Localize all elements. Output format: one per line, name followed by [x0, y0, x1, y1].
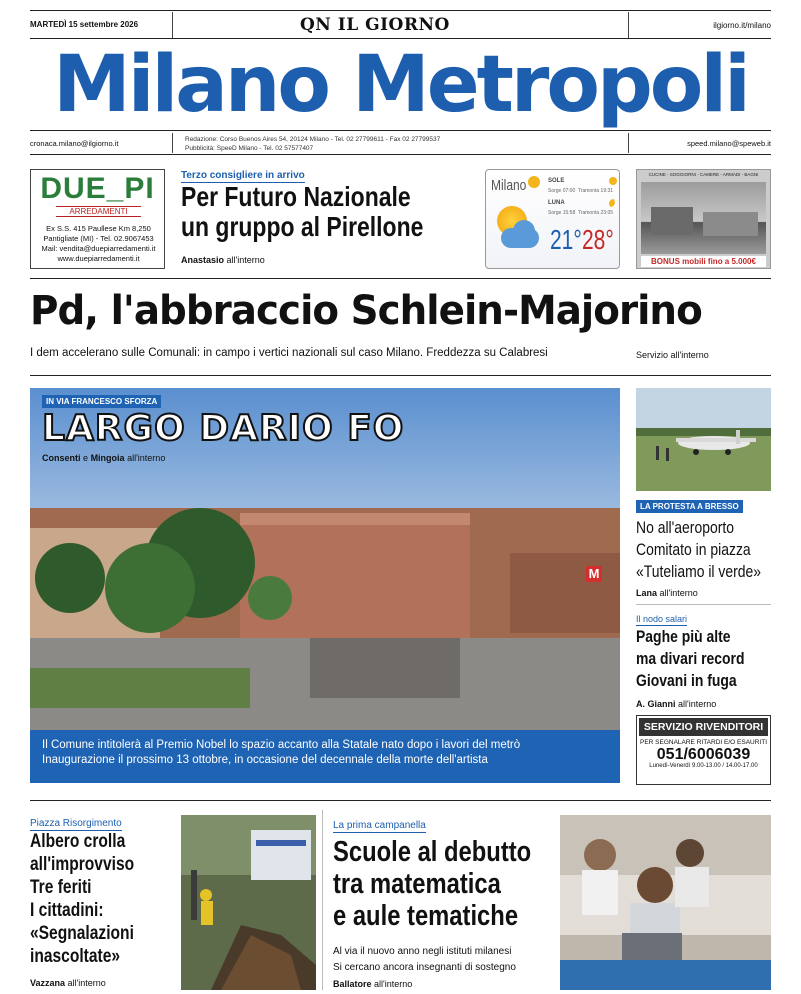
- headline-line: Albero crolla: [30, 831, 126, 852]
- kicker-text: Il nodo salari: [636, 614, 688, 624]
- headline-line: inascoltate»: [30, 946, 121, 967]
- airport-photo[interactable]: [636, 388, 771, 491]
- moon-label: LUNA: [548, 200, 565, 206]
- ad-line: www.duepiarredamenti.it: [57, 254, 140, 263]
- ad-kitchen-promo: BONUS mobili fino a 5.000€: [641, 256, 766, 267]
- feature-title[interactable]: LARGO DARIO FO: [42, 408, 405, 449]
- moon-icon: [609, 199, 618, 208]
- side1-byline: [636, 588, 698, 598]
- classroom-image: [560, 815, 771, 990]
- sun-times: [548, 188, 613, 194]
- sun-cloud-icon: [491, 206, 546, 254]
- byline-rest: all'interno: [659, 588, 698, 598]
- bottom-mid-headline[interactable]: [333, 836, 531, 932]
- section-rule: [30, 375, 771, 376]
- side2-byline: [636, 699, 716, 709]
- divider: [628, 12, 629, 38]
- lead-headline[interactable]: Pd, l'abbraccio Schlein-Majorino: [30, 288, 702, 334]
- feature-label: IN VIA FRANCESCO SFORZA: [42, 395, 161, 408]
- headline-line: ma divari record: [636, 649, 745, 668]
- moon-rise: Sorge 15:58: [548, 210, 576, 216]
- bottom-left-headline[interactable]: [30, 830, 134, 968]
- top-story-headline[interactable]: [181, 182, 423, 242]
- headline-line: Giovani in fuga: [636, 671, 737, 690]
- byline-rest: all'interno: [374, 979, 413, 989]
- info-rule-top: [30, 130, 771, 131]
- pubblicita-line: Pubblicità: SpeeD Milano - Tel. 02 57577407: [185, 145, 314, 152]
- byline-rest: all'interno: [127, 453, 166, 463]
- ad-duepi[interactable]: [30, 169, 165, 269]
- email-speed[interactable]: speed.milano@speweb.it: [687, 139, 771, 148]
- top-rule-bottom: [30, 38, 771, 39]
- sun-label: SOLE: [548, 178, 565, 184]
- headline-line: Per Futuro Nazionale: [181, 181, 411, 212]
- bottom-left-byline: [30, 978, 106, 988]
- byline-name: Anastasio: [181, 255, 225, 265]
- side-rule: [636, 604, 771, 605]
- rivenditori-title: SERVIZIO RIVENDITORI: [639, 718, 768, 736]
- ad-duepi-logo: DUE_PI: [40, 172, 155, 205]
- divider: [172, 12, 173, 38]
- lead-subhead: I dem accelerano sulle Comunali: in campo i vertici nazionali sul caso Milano. Freddezza su Calabresi: [30, 347, 548, 359]
- byline-name: Ballatore: [333, 979, 372, 989]
- site-link[interactable]: ilgiorno.it/milano: [713, 21, 771, 30]
- newspaper-brand[interactable]: QN IL GIORNO: [300, 15, 450, 35]
- rivenditori-box[interactable]: [636, 715, 771, 785]
- subhead-line: Al via il nuovo anno negli istituti milanesi: [333, 946, 512, 957]
- kicker-text: Terzo consigliere in arrivo: [181, 170, 305, 181]
- rivenditori-sub: PER SEGNALARE RITARDI E/O ESAURITI: [639, 739, 768, 746]
- byline-name: Consenti: [42, 453, 81, 463]
- kicker-text: La prima campanella: [333, 820, 426, 831]
- byline-name: Mingoia: [90, 453, 125, 463]
- bottom-mid-byline: [333, 979, 412, 989]
- masthead-title[interactable]: Milano Metropoli: [53, 40, 748, 130]
- byline-name: Lana: [636, 588, 658, 598]
- byline-name: Vazzana: [30, 978, 66, 988]
- side1-label: LA PROTESTA A BRESSO: [636, 500, 743, 513]
- headline-line: Comitato in piazza: [636, 540, 751, 559]
- headline-line: No all'aeroporto: [636, 518, 734, 537]
- headline-line: «Tuteliamo il verde»: [636, 562, 762, 581]
- headline-line: Scuole al debutto: [333, 836, 532, 868]
- ad-duepi-address: [33, 224, 164, 264]
- side2-headline[interactable]: [636, 626, 744, 692]
- weather-widget[interactable]: [485, 169, 620, 269]
- byline-rest: all'interno: [226, 255, 265, 265]
- moon-set: Tramonta 23:05: [577, 210, 614, 216]
- headline-line: tra matematica: [333, 868, 501, 900]
- info-rule-bottom: [30, 154, 771, 155]
- byline-rest: all'interno: [678, 699, 717, 709]
- rivenditori-phone[interactable]: 051/6006039: [656, 746, 751, 763]
- bottom-mid-subhead: [333, 944, 516, 976]
- caption-line: Il Comune intitolerà al Premio Nobel lo spazio accanto alla Statale nato dopo i lavori del metrò: [42, 739, 521, 751]
- byline-rest: all'interno: [67, 978, 106, 988]
- sun-rise: Sorge 07:00: [548, 188, 576, 194]
- rivenditori-hours: Lunedì-Venerdì 9.00-13.00 / 14.00-17.00: [649, 763, 758, 769]
- lead-rule: [30, 278, 771, 279]
- fallen-tree-photo[interactable]: [181, 815, 316, 990]
- sun-icon: [609, 177, 617, 185]
- airplane-image: [636, 388, 771, 491]
- headline-line: all'improvviso: [30, 854, 135, 875]
- headline-line: Tre feriti: [30, 877, 92, 898]
- redazione-info: [185, 135, 440, 153]
- bottom-mid-kicker: [333, 815, 426, 833]
- ad-kitchen[interactable]: [636, 169, 771, 269]
- bottom-left-kicker: [30, 813, 122, 831]
- headline-line: un gruppo al Pirellone: [181, 211, 424, 242]
- ad-kitchen-image: [641, 182, 766, 254]
- fallen-tree-image: [181, 815, 316, 990]
- temp-min: 21°: [550, 224, 582, 255]
- ad-line: Ex S.S. 415 Paullese Km 8,250: [46, 224, 151, 233]
- sun-set: Tramonta 19:31: [577, 188, 614, 194]
- side2-kicker: [636, 609, 687, 627]
- sun-icon: [528, 176, 540, 188]
- feature-byline: [42, 453, 165, 463]
- weather-city: Milano: [491, 177, 527, 194]
- byline-and: e: [83, 453, 89, 463]
- feature-caption: [30, 730, 620, 783]
- top-rule: [30, 10, 771, 11]
- lead-service: Servizio all'interno: [636, 350, 709, 360]
- classroom-photo[interactable]: [560, 815, 771, 990]
- ad-kitchen-header: CUCINE - SOGGIORNI - CAMERE - ARMADI - BAGNI: [648, 172, 759, 177]
- temp-max: 28°: [582, 224, 614, 255]
- redazione-line: Redazione: Corso Buenos Aires 54, 20124 Milano - Tel. 02 27799611 - Fax 02 27799537: [185, 136, 441, 143]
- caption-line: Inaugurazione il prossimo 13 ottobre, in occasione del decennale della morte dell'artista: [42, 754, 488, 766]
- bottom-rule: [30, 800, 771, 801]
- kicker-text: Piazza Risorgimento: [30, 818, 122, 829]
- feature-photo[interactable]: [30, 388, 620, 783]
- byline-name: A. Gianni: [636, 699, 676, 709]
- headline-line: Paghe più alte: [636, 627, 731, 646]
- metro-sign-icon: M: [588, 566, 600, 581]
- top-story-byline: [181, 255, 265, 265]
- ad-line: Mail: vendita@duepiarredamenti.it: [41, 244, 156, 253]
- email-cronaca[interactable]: cronaca.milano@ilgiorno.it: [30, 139, 119, 148]
- divider: [172, 133, 173, 153]
- ad-line: Pantigliate (MI) - Tel. 02.9067453: [43, 234, 154, 243]
- headline-line: I cittadini:: [30, 900, 104, 921]
- headline-line: e aule tematiche: [333, 900, 519, 932]
- divider: [322, 810, 323, 990]
- moon-times: [548, 210, 613, 216]
- divider: [628, 133, 629, 153]
- issue-date: MARTEDÌ 15 settembre 2026: [30, 20, 139, 29]
- ad-duepi-sub: ARREDAMENTI: [56, 206, 141, 217]
- side1-headline[interactable]: [636, 517, 761, 583]
- subhead-line: Si cercano ancora insegnanti di sostegno: [333, 962, 516, 973]
- headline-line: «Segnalazioni: [30, 923, 134, 944]
